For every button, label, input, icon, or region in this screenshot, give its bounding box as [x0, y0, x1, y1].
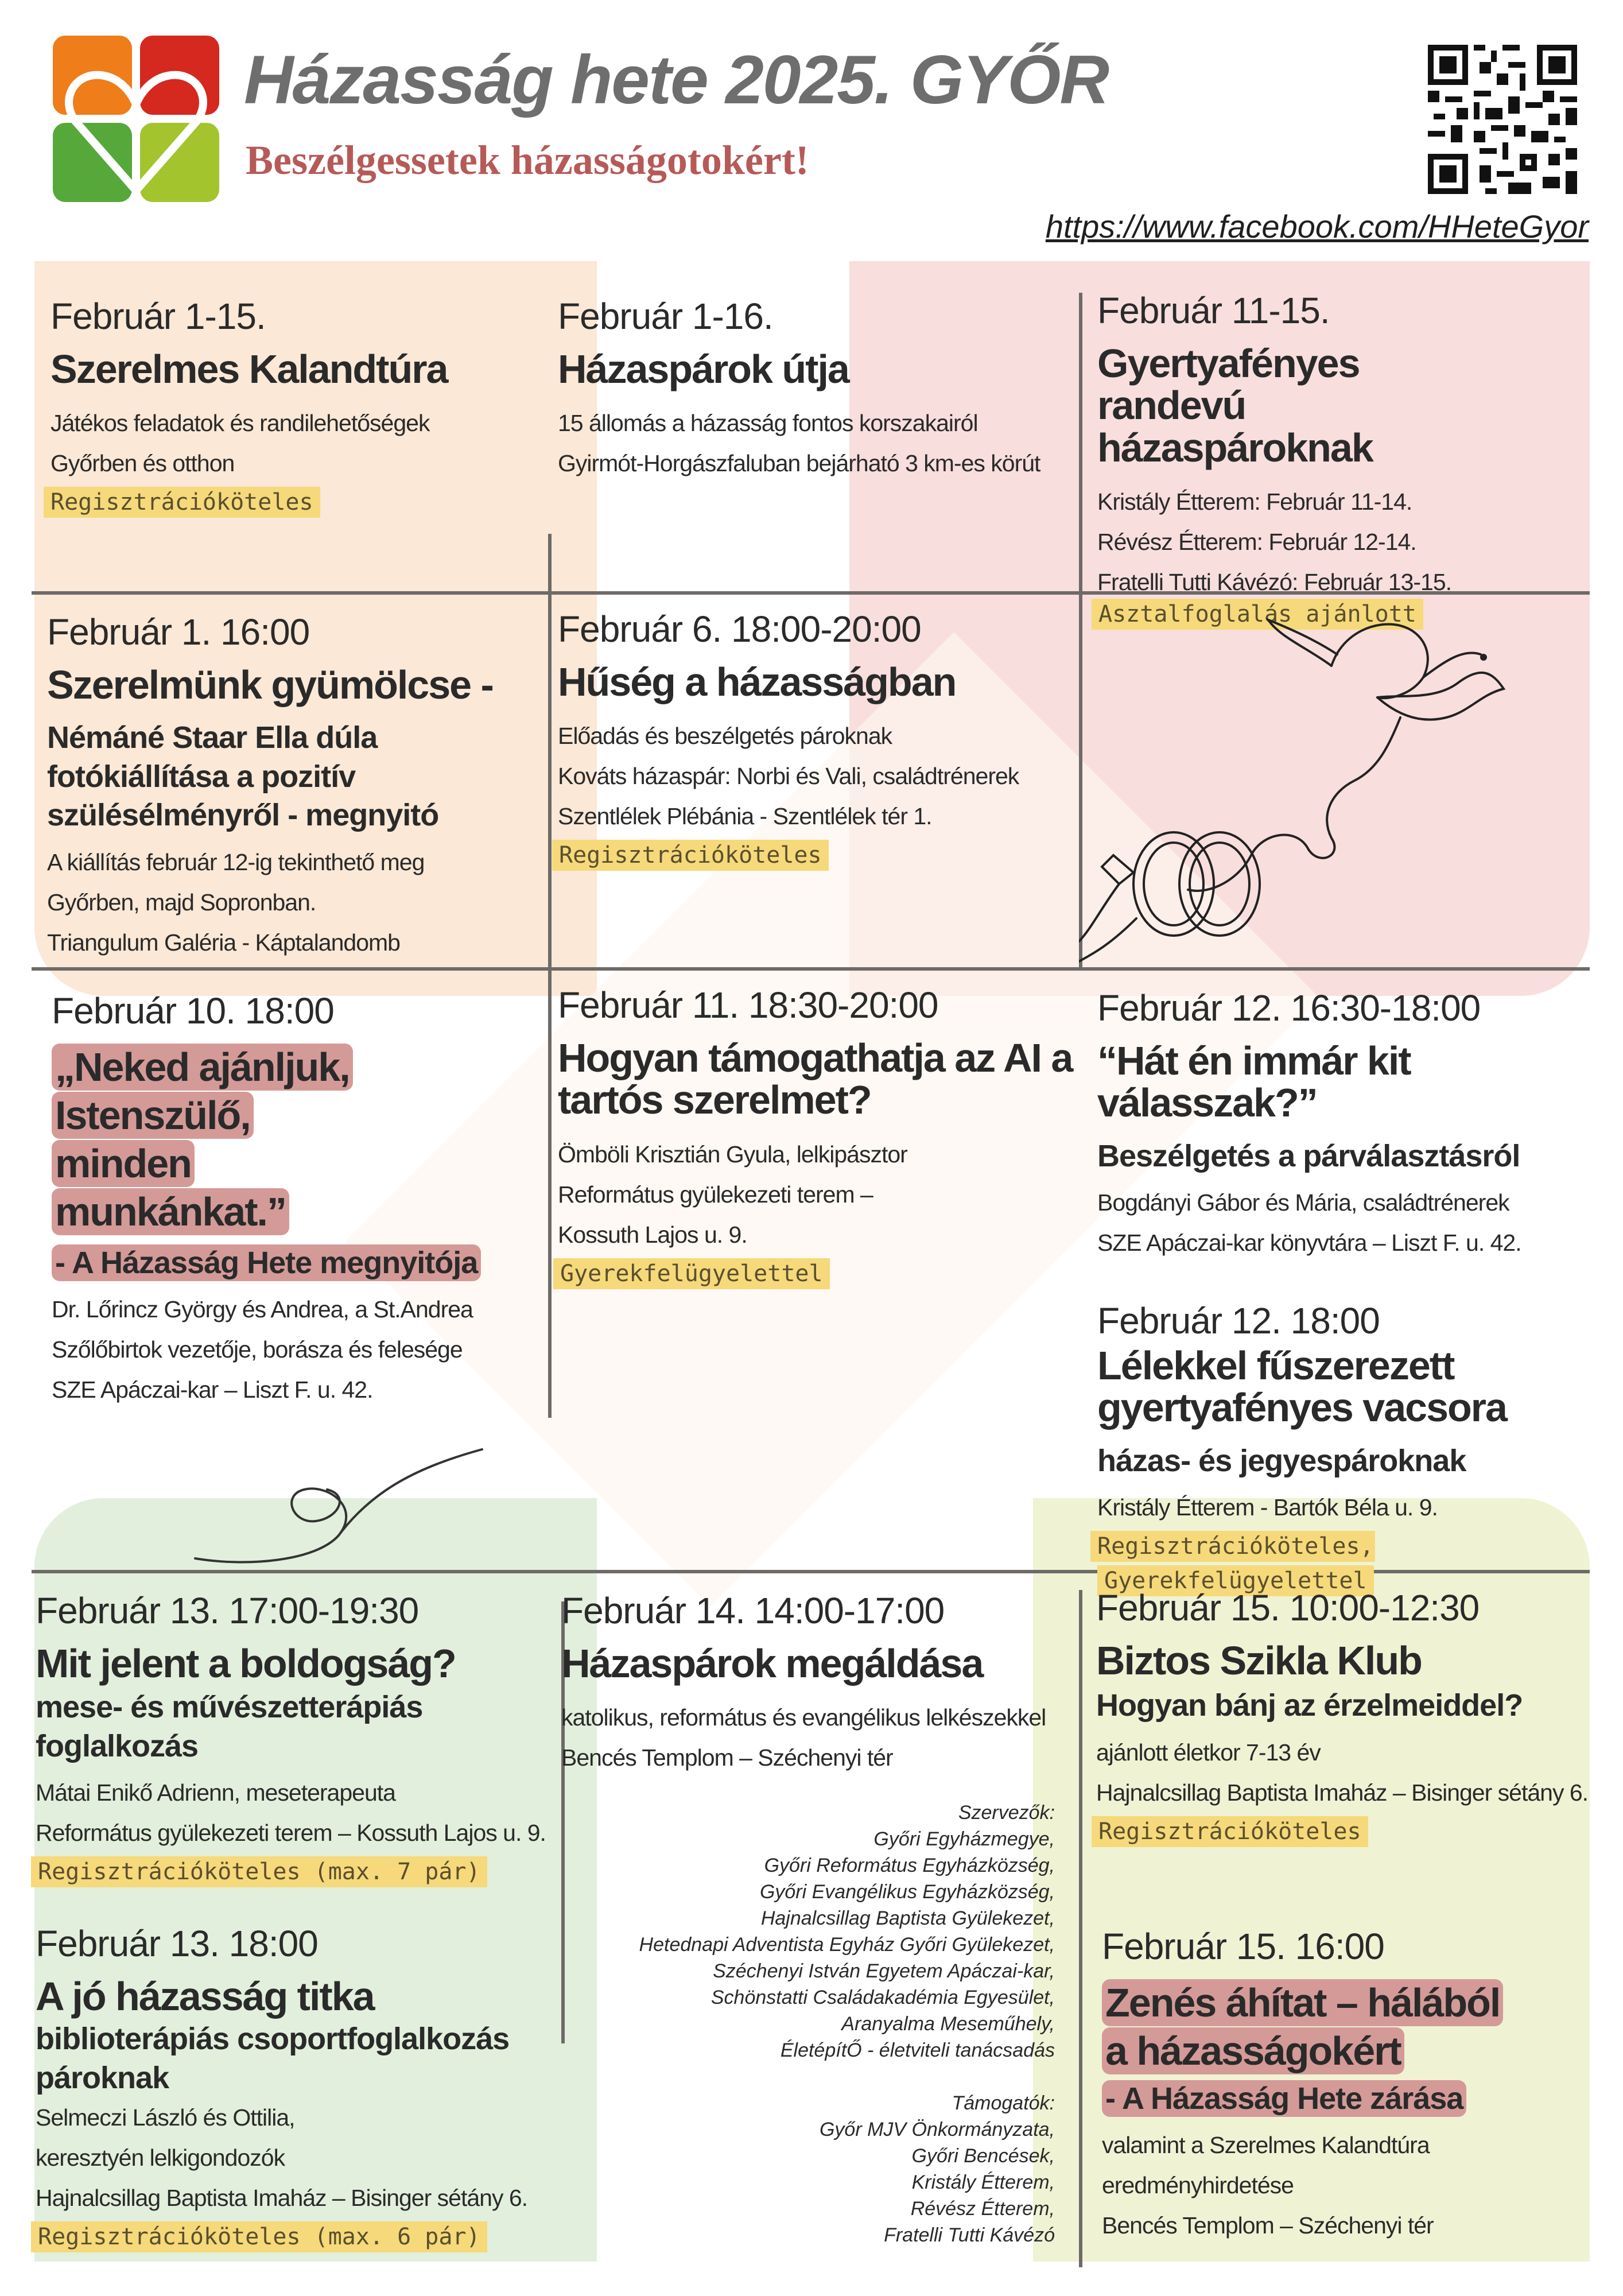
event-date: Február 15. 16:00 — [1102, 1926, 1384, 1967]
event-date: Február 6. 18:00-20:00 — [558, 608, 921, 650]
organizer-item: Győri Egyházmegye, — [873, 1828, 1055, 1850]
event-desc: Selmeczi László és Ottilia, — [36, 2104, 295, 2131]
event-biztos-szikla — [1096, 1587, 1601, 1847]
event-desc: Bencés Templom – Széchenyi tér — [1102, 2212, 1434, 2239]
event-date: Február 1-15. — [51, 296, 266, 337]
supporter-item: Győr MJV Önkormányzata, — [819, 2119, 1055, 2140]
organizer-item: Aranyalma Meseműhely, — [841, 2013, 1055, 2035]
event-desc: Ömböli Krisztián Gyula, lelkipásztor — [558, 1141, 907, 1168]
event-subtitle: Beszélgetés a párválasztásról — [1097, 1138, 1520, 1173]
event-date: Február 14. 14:00-17:00 — [561, 1590, 945, 1631]
registration-tag: Regisztrációköteles (max. 7 pár) — [31, 1856, 487, 1887]
supporter-item: Kristály Étterem, — [911, 2171, 1055, 2193]
event-desc: Révész Étterem: Február 12-14. — [1097, 529, 1416, 556]
event-szerelmunk-gyumolcse — [47, 611, 541, 963]
event-ai-szerelem — [558, 984, 1074, 1289]
event-desc: A kiállítás február 12-ig tekinthető meg — [47, 848, 425, 875]
organizer-item: Hajnalcsillag Baptista Gyülekezet, — [760, 1907, 1055, 1929]
facebook-link[interactable]: https://www.facebook.com/HHeteGyor — [1045, 208, 1589, 245]
event-title: Szerelmünk gyümölcse - — [47, 662, 493, 707]
event-desc: Szőlőbirtok vezetője, borásza és felesége — [52, 1336, 463, 1363]
event-date: Február 15. 10:00-12:30 — [1096, 1587, 1480, 1628]
event-subtitle: biblioterápiás csoportfoglalkozás pároknak — [36, 2022, 510, 2095]
event-hazasparok-utja — [558, 296, 1074, 483]
highlighted-subtitle: - A Házasság Hete zárása — [1102, 2080, 1466, 2117]
organizer-item: Hetednapi Adventista Egyház Győri Gyülekezet, — [639, 1934, 1055, 1956]
page-subtitle: Beszélgessetek házasságotokért! — [246, 137, 809, 183]
event-title: Biztos Szikla Klub — [1096, 1638, 1422, 1683]
event-kalandtura — [51, 296, 533, 518]
event-title: Gyertyafényes randevú házaspároknak — [1097, 340, 1373, 470]
event-desc: Hajnalcsillag Baptista Imaház – Bisinger sétány 6. — [1096, 1779, 1589, 1806]
event-title: Házaspárok megáldása — [561, 1640, 983, 1686]
grid-vline-4 — [1079, 1590, 1082, 2267]
event-date: Február 11. 18:30-20:00 — [558, 984, 938, 1026]
organizer-item: Győri Evangélikus Egyházközség, — [759, 1881, 1055, 1903]
event-desc: 15 állomás a házasság fontos korszakairól — [558, 410, 978, 437]
supporter-item: Győri Bencések, — [911, 2145, 1055, 2167]
event-desc: Győrben és otthon — [51, 450, 235, 477]
registration-tag: Regisztrációköteles — [1092, 1816, 1368, 1847]
event-date: Február 11-15. — [1097, 290, 1330, 331]
qr-code-icon — [1428, 45, 1577, 194]
event-megnyito — [52, 990, 539, 1410]
event-desc: SZE Apáczai-kar könyvtára – Liszt F. u. 42. — [1097, 1230, 1521, 1256]
event-desc: Református gyülekezeti terem – — [558, 1181, 873, 1208]
organizers-label: Szervezők: — [958, 1802, 1055, 1824]
event-parvalasztas — [1097, 987, 1579, 1263]
event-desc: SZE Apáczai-kar – Liszt F. u. 42. — [52, 1376, 373, 1403]
event-desc: Kristály Étterem: Február 11-14. — [1097, 488, 1412, 515]
childcare-tag: Gyerekfelügyelettel — [1097, 1565, 1374, 1596]
event-zenes-ahitat — [1102, 1926, 1595, 2245]
childcare-tag: Gyerekfelügyelettel — [553, 1258, 830, 1289]
event-desc: Mátai Enikő Adrienn, meseterapeuta — [36, 1779, 395, 1806]
event-title: Mit jelent a boldogság? — [36, 1640, 456, 1686]
event-title: Lélekkel fűszerezett gyertyafényes vacsora — [1097, 1343, 1506, 1430]
page-title: Házasság hete 2025. GYŐR — [244, 41, 1109, 118]
event-date: Február 12. 16:30-18:00 — [1097, 987, 1481, 1029]
supporter-item: Fratelli Tutti Kávézó — [884, 2224, 1055, 2246]
event-desc: Kossuth Lajos u. 9. — [558, 1221, 747, 1248]
event-desc: Bogdányi Gábor és Mária, családtrénerek — [1097, 1189, 1509, 1216]
event-title — [52, 1043, 396, 1236]
event-desc: keresztyén lelkigondozók — [36, 2144, 285, 2171]
event-desc: Játékos feladatok és randilehetőségek — [51, 410, 430, 437]
event-desc: valamint a Szerelmes Kalandtúra — [1102, 2132, 1430, 2159]
logo-heart-icon — [53, 36, 219, 202]
event-megaldas — [561, 1590, 1066, 1778]
event-desc: Dr. Lőrincz György és Andrea, a St.Andrea — [52, 1296, 473, 1323]
organizer-item: Schönstatti Családakadémia Egyesület, — [710, 1987, 1055, 2008]
event-subtitle: Némáné Staar Ella dúla fotókiállítása a pozitív szülésélményről - megnyitó — [47, 720, 439, 833]
event-title: A jó házasság titka — [36, 1973, 374, 2019]
registration-tag: Regisztrációköteles — [552, 840, 829, 871]
event-desc: Fratelli Tutti Kávézó: Február 13-15. — [1097, 569, 1452, 596]
event-desc: Triangulum Galéria - Káptalandomb — [47, 929, 400, 956]
event-subtitle: mese- és művészetterápiás foglalkozás — [36, 1690, 423, 1763]
event-jo-hazassag-titka — [36, 1923, 552, 2252]
event-title: Szerelmes Kalandtúra — [51, 346, 448, 391]
event-subtitle — [52, 1244, 539, 1283]
organizer-item: ÉletépítŐ - életviteli tanácsadás — [780, 2039, 1055, 2061]
registration-tag: Regisztrációköteles (max. 6 pár) — [31, 2221, 487, 2252]
event-title — [1102, 1979, 1527, 2075]
event-desc: Református gyülekezeti terem – Kossuth Lajos u. 9. — [36, 1820, 546, 1847]
heart-squiggle-decoration — [189, 1444, 499, 1576]
registration-tag: Regisztrációköteles — [44, 487, 320, 518]
supporters-label: Támogatók: — [952, 2092, 1055, 2114]
registration-tag: Regisztrációköteles, — [1090, 1531, 1375, 1562]
event-date: Február 12. 18:00 — [1097, 1300, 1380, 1341]
event-desc: Kováts házaspár: Norbi és Vali, családtrénerek — [558, 763, 1019, 790]
event-desc: Bencés Templom – Széchenyi tér — [561, 1744, 893, 1771]
organizer-item: Győri Református Egyházközség, — [764, 1855, 1055, 1876]
event-desc: ajánlott életkor 7-13 év — [1096, 1739, 1321, 1766]
event-title: Házaspárok útja — [558, 346, 849, 391]
event-title: Hűség a házasságban — [558, 659, 956, 704]
event-desc: Győrben, majd Sopronban. — [47, 889, 316, 916]
event-vacsora — [1097, 1300, 1591, 1596]
reservation-tag: Asztalfoglalás ajánlott — [1092, 599, 1423, 630]
event-boldogsag — [36, 1590, 552, 1887]
highlighted-subtitle: - A Házasság Hete megnyitója — [52, 1244, 481, 1281]
event-date: Február 13. 18:00 — [36, 1923, 318, 1964]
event-desc: Szentlélek Plébánia - Szentlélek tér 1. — [558, 803, 932, 830]
supporter-item: Révész Étterem, — [910, 2198, 1055, 2220]
event-date: Február 10. 18:00 — [52, 990, 334, 1031]
event-date: Február 1. 16:00 — [47, 611, 310, 653]
event-subtitle: házas- és jegyespároknak — [1097, 1443, 1466, 1478]
event-desc: Hajnalcsillag Baptista Imaház – Bisinger sétány 6. — [36, 2185, 528, 2212]
event-title: “Hát én immár kit válasszak?” — [1097, 1038, 1411, 1126]
organizers-list — [596, 1799, 1055, 2248]
event-subtitle: Hogyan bánj az érzelmeiddel? — [1096, 1688, 1523, 1723]
event-date: Február 13. 17:00-19:30 — [36, 1590, 419, 1631]
grid-vline-1 — [548, 534, 552, 1418]
grid-line-2 — [32, 967, 1590, 971]
event-desc: Gyirmót-Horgászfaluban bejárható 3 km-es körút — [558, 450, 1040, 477]
event-title: Hogyan támogathatja az AI a tartós szerelmet? — [558, 1035, 1073, 1123]
event-desc: Kristály Étterem - Bartók Béla u. 9. — [1097, 1494, 1438, 1521]
event-date: Február 1-16. — [558, 296, 773, 337]
event-huseg — [558, 608, 1074, 871]
event-desc: Előadás és beszélgetés pároknak — [558, 723, 892, 750]
highlighted-title: „Neked ajánljuk, Istenszülő, minden munkánkat.” — [52, 1044, 353, 1235]
event-gyertyafenyes-randevu — [1097, 290, 1579, 630]
organizer-item: Széchenyi István Egyetem Apáczai-kar, — [713, 1960, 1055, 1982]
highlighted-title: Zenés áhítat – hálából a házasságokért — [1102, 1979, 1503, 2074]
dove-rings-illustration — [1079, 597, 1584, 964]
event-desc: katolikus, református és evangélikus lelkészekkel — [561, 1704, 1046, 1731]
event-desc: eredményhirdetése — [1102, 2172, 1294, 2199]
event-subtitle — [1102, 2080, 1595, 2119]
